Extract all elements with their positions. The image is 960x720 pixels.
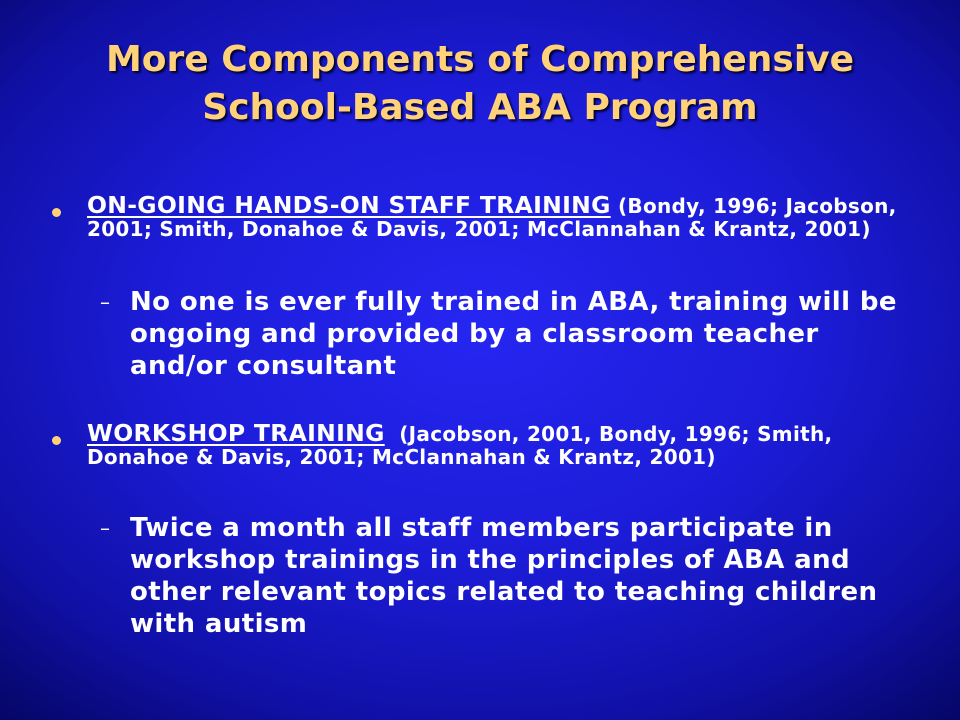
bullet-heading: ON-GOING HANDS-ON STAFF TRAINING bbox=[87, 191, 611, 219]
bullet-citation: (Jacobson, 2001, Bondy, 1996; Smith, Donahoe & Davis, 2001; McClannahan & Krantz, 2001) bbox=[87, 422, 833, 469]
slide-title bbox=[0, 36, 960, 132]
bullet-citation: (Bondy, 1996; Jacobson, 2001; Smith, Donahoe & Davis, 2001; McClannahan & Krantz, 2001) bbox=[87, 194, 897, 241]
dash-marker-icon: – bbox=[100, 290, 110, 314]
dash-marker-icon: – bbox=[100, 516, 110, 540]
sub-bullet-text: Twice a month all staff members participate in workshop trainings in the principles of ABA and other relevant topics related to teaching children with autism bbox=[130, 513, 878, 639]
bullet-dot-icon bbox=[52, 436, 61, 445]
bullet-heading: WORKSHOP TRAINING bbox=[87, 419, 385, 447]
bullet-text bbox=[87, 419, 912, 469]
slide-title-line-1: More Components of Comprehensive bbox=[105, 39, 855, 80]
bullet-dot-icon bbox=[52, 208, 61, 217]
bullet-text bbox=[87, 191, 912, 241]
slide-title-line-2: School-Based ABA Program bbox=[202, 87, 758, 128]
sub-bullet-text: No one is ever fully trained in ABA, training will be ongoing and provided by a classroom teacher and/or consultant bbox=[130, 287, 897, 381]
